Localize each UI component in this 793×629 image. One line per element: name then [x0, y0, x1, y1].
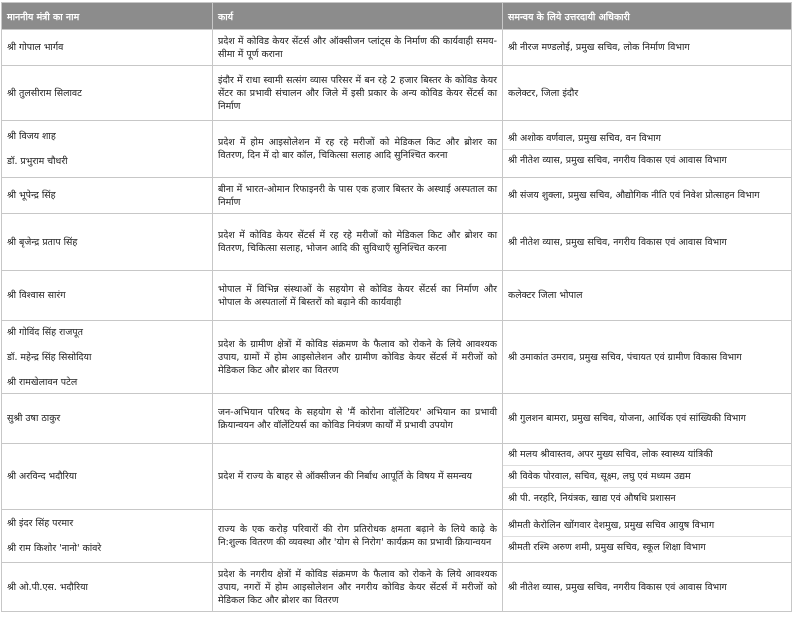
minister-name: श्री भूपेन्द्र सिंह: [7, 190, 56, 201]
minister-cell: [2, 510, 213, 563]
minister-name: श्री रामखेलावन पटेल: [7, 376, 78, 388]
minister-cell: [2, 214, 213, 271]
header-minister: माननीय मंत्री का नाम: [2, 3, 213, 30]
officer-name: श्री अशोक वर्णवाल, प्रमुख सचिव, वन विभाग: [508, 132, 661, 144]
minister-name: डॉ. प्रभुराम चौधरी: [7, 156, 68, 167]
table-row: [2, 563, 792, 612]
task-cell: प्रदेश के नगरीय क्षेत्रों में कोविड संक्रमण के फैलाव को रोकने के लिये आवश्यक उपाय, नगरों में होम आइसोलेशन और नगरीय कोविड केयर सेंटर्स में मरीजों को मेडिकल किट और ब्रोशर का वितरण: [213, 563, 503, 612]
table-body: [2, 30, 792, 612]
task-cell: प्रदेश में कोविड केयर सेंटर्स में रह रहे मरीजों को मेडिकल किट और ब्रोशर का वितरण, चिकित्सा सलाह, भोजन आदि की सुविधाएँ सुनिश्चित करना: [213, 214, 503, 271]
task-cell: प्रदेश में राज्य के बाहर से ऑक्सीजन की निर्बाध आपूर्ति के विषय में समन्वय: [213, 444, 503, 510]
minister-duty-table: [1, 2, 792, 612]
header-row: [2, 3, 792, 30]
header-task: कार्य: [213, 3, 503, 30]
minister-name: श्री तुलसीराम सिलावट: [7, 87, 82, 99]
table-row: [2, 178, 792, 214]
minister-cell: [2, 66, 213, 121]
task-cell: प्रदेश में कोविड केयर सेंटर्स और ऑक्सीजन प्लांट्स के निर्माण की कार्यवाही समय-सीमा में पूर्ण कराना: [213, 30, 503, 66]
table-row: [2, 66, 792, 121]
minister-name: श्री गोपाल भार्गव: [7, 42, 64, 53]
officer-cell: [503, 30, 792, 66]
table-row: [2, 394, 792, 444]
officer-name: श्री विवेक पोरवाल, सचिव, सूक्ष्म, लघु एवं मध्यम उद्यम: [503, 465, 791, 487]
table-row: [2, 444, 792, 510]
minister-name: श्री इंदर सिंह परमार: [7, 518, 74, 529]
officer-name: श्री नीतेश व्यास, प्रमुख सचिव, नगरीय विकास एवं आवास विभाग: [503, 149, 791, 171]
table-row: [2, 121, 792, 178]
minister-name: श्री ओ.पी.एस. भदौरिया: [7, 581, 88, 593]
minister-name: श्री विश्वास सारंग: [7, 290, 66, 301]
table-row: [2, 510, 792, 563]
task-cell: प्रदेश में होम आइसोलेशन में रह रहे मरीजों को मेडिकल किट और ब्रोशर का वितरण, दिन में दो बार कॉल, चिकित्सा सलाह आदि सुनिश्चित करना: [213, 121, 503, 178]
task-cell: भोपाल में विभिन्न संस्थाओं के सहयोग से कोविड केयर सेंटर्स का निर्माण और भोपाल के अस्पतालों में बिस्तरों को बढ़ाने की कार्यवाही: [213, 271, 503, 321]
minister-cell: [2, 271, 213, 321]
officer-name: श्री नीरज मण्डलोई, प्रमुख सचिव, लोक निर्माण विभाग: [508, 42, 690, 53]
officer-cell: [503, 321, 792, 394]
table-row: [2, 214, 792, 271]
officer-cell: [503, 121, 792, 178]
minister-cell: [2, 30, 213, 66]
task-cell: इंदौर में राधा स्वामी सत्संग व्यास परिसर में बन रहे 2 हजार बिस्तर के कोविड केयर सेंटर का प्रभावी संचालन और जिले में इसी प्रकार के अन्य कोविड केयर सेंटर्स का निर्माण: [213, 66, 503, 121]
table-row: [2, 321, 792, 394]
task-cell: प्रदेश के ग्रामीण क्षेत्रों में कोविड संक्रमण के फैलाव को रोकने के लिये आवश्यक उपाय, ग्रामों में होम आइसोलेशन और ग्रामीण कोविड केयर सेंटर्स में मरीजों को मेडिकल किट और ब्रोशर का वितरण: [213, 321, 503, 394]
officer-cell: [503, 271, 792, 321]
minister-cell: [2, 321, 213, 394]
officer-name: श्री नीतेश व्यास, प्रमुख सचिव, नगरीय विकास एवं आवास विभाग: [508, 236, 727, 248]
minister-name: श्री अरविन्द भदौरिया: [7, 471, 77, 482]
officer-name: कलेक्टर, जिला इंदौर: [508, 87, 579, 99]
officer-cell: [503, 178, 792, 214]
officer-cell: [503, 510, 792, 563]
officer-name: श्रीमती केरोलिन खोंगवार देशमुख, प्रमुख सचिव आयुष विभाग: [508, 519, 715, 531]
officer-name: श्री मलय श्रीवास्तव, अपर मुख्य सचिव, लोक स्वास्थ्य यांत्रिकी: [508, 449, 713, 460]
minister-cell: [2, 394, 213, 444]
table-row: [2, 30, 792, 66]
header-officer: समन्वय के लिये उत्तरदायी अधिकारी: [503, 3, 792, 30]
minister-cell: [2, 121, 213, 178]
officer-name: श्री गुलशन बामरा, प्रमुख सचिव, योजना, आर्थिक एवं सांख्यिकी विभाग: [508, 413, 746, 424]
officer-cell: [503, 214, 792, 271]
officer-cell: [503, 66, 792, 121]
officer-name: कलेक्टर जिला भोपाल: [508, 290, 583, 301]
task-cell: जन-अभियान परिषद के सहयोग से 'मैं कोरोना वॉलेंटियर' अभियान का प्रभावी क्रियान्वयन और वॉलेंटियर्स का कोविड नियंत्रण कार्यों में प्रभावी उपयोग: [213, 394, 503, 444]
minister-name: श्री गोविंद सिंह राजपूत: [7, 326, 83, 338]
table-row: [2, 271, 792, 321]
task-cell: राज्य के एक करोड़ परिवारों की रोग प्रतिरोधक क्षमता बढ़ाने के लिये काढ़े के नि:शुल्क वितरण की व्यवस्था और 'योग से निरोग' कार्यक्रम का प्रभावी क्रियान्वयन: [213, 510, 503, 563]
minister-name: श्री राम किशोर 'नानो' कांवरे: [7, 543, 102, 554]
officer-name: श्रीमती रश्मि अरुण शमी, प्रमुख सचिव, स्कूल शिक्षा विभाग: [503, 536, 791, 558]
minister-name: श्री विजय शाह: [7, 131, 56, 142]
minister-cell: [2, 444, 213, 510]
minister-cell: [2, 178, 213, 214]
minister-name: डॉ. महेन्द्र सिंह सिसोदिया: [7, 351, 92, 363]
minister-name: सुश्री उषा ठाकुर: [7, 413, 61, 424]
task-cell: बीना में भारत-ओमान रिफाइनरी के पास एक हजार बिस्तर के अस्थाई अस्पताल का निर्माण: [213, 178, 503, 214]
officer-name: श्री संजय शुक्ला, प्रमुख सचिव, औद्योगिक नीति एवं निवेश प्रोत्साहन विभाग: [508, 190, 760, 201]
officer-name: श्री उमाकांत उमराव, प्रमुख सचिव, पंचायत एवं ग्रामीण विकास विभाग: [508, 351, 742, 363]
officer-cell: [503, 394, 792, 444]
officer-cell: [503, 444, 792, 510]
officer-name: श्री नीतेश व्यास, प्रमुख सचिव, नगरीय विकास एवं आवास विभाग: [508, 581, 727, 593]
officer-name: श्री पी. नरहरि, नियंत्रक, खाद्य एवं औषधि प्रशासन: [503, 487, 791, 509]
officer-cell: [503, 563, 792, 612]
minister-name: श्री बृजेन्द्र प्रताप सिंह: [7, 236, 78, 248]
minister-cell: [2, 563, 213, 612]
